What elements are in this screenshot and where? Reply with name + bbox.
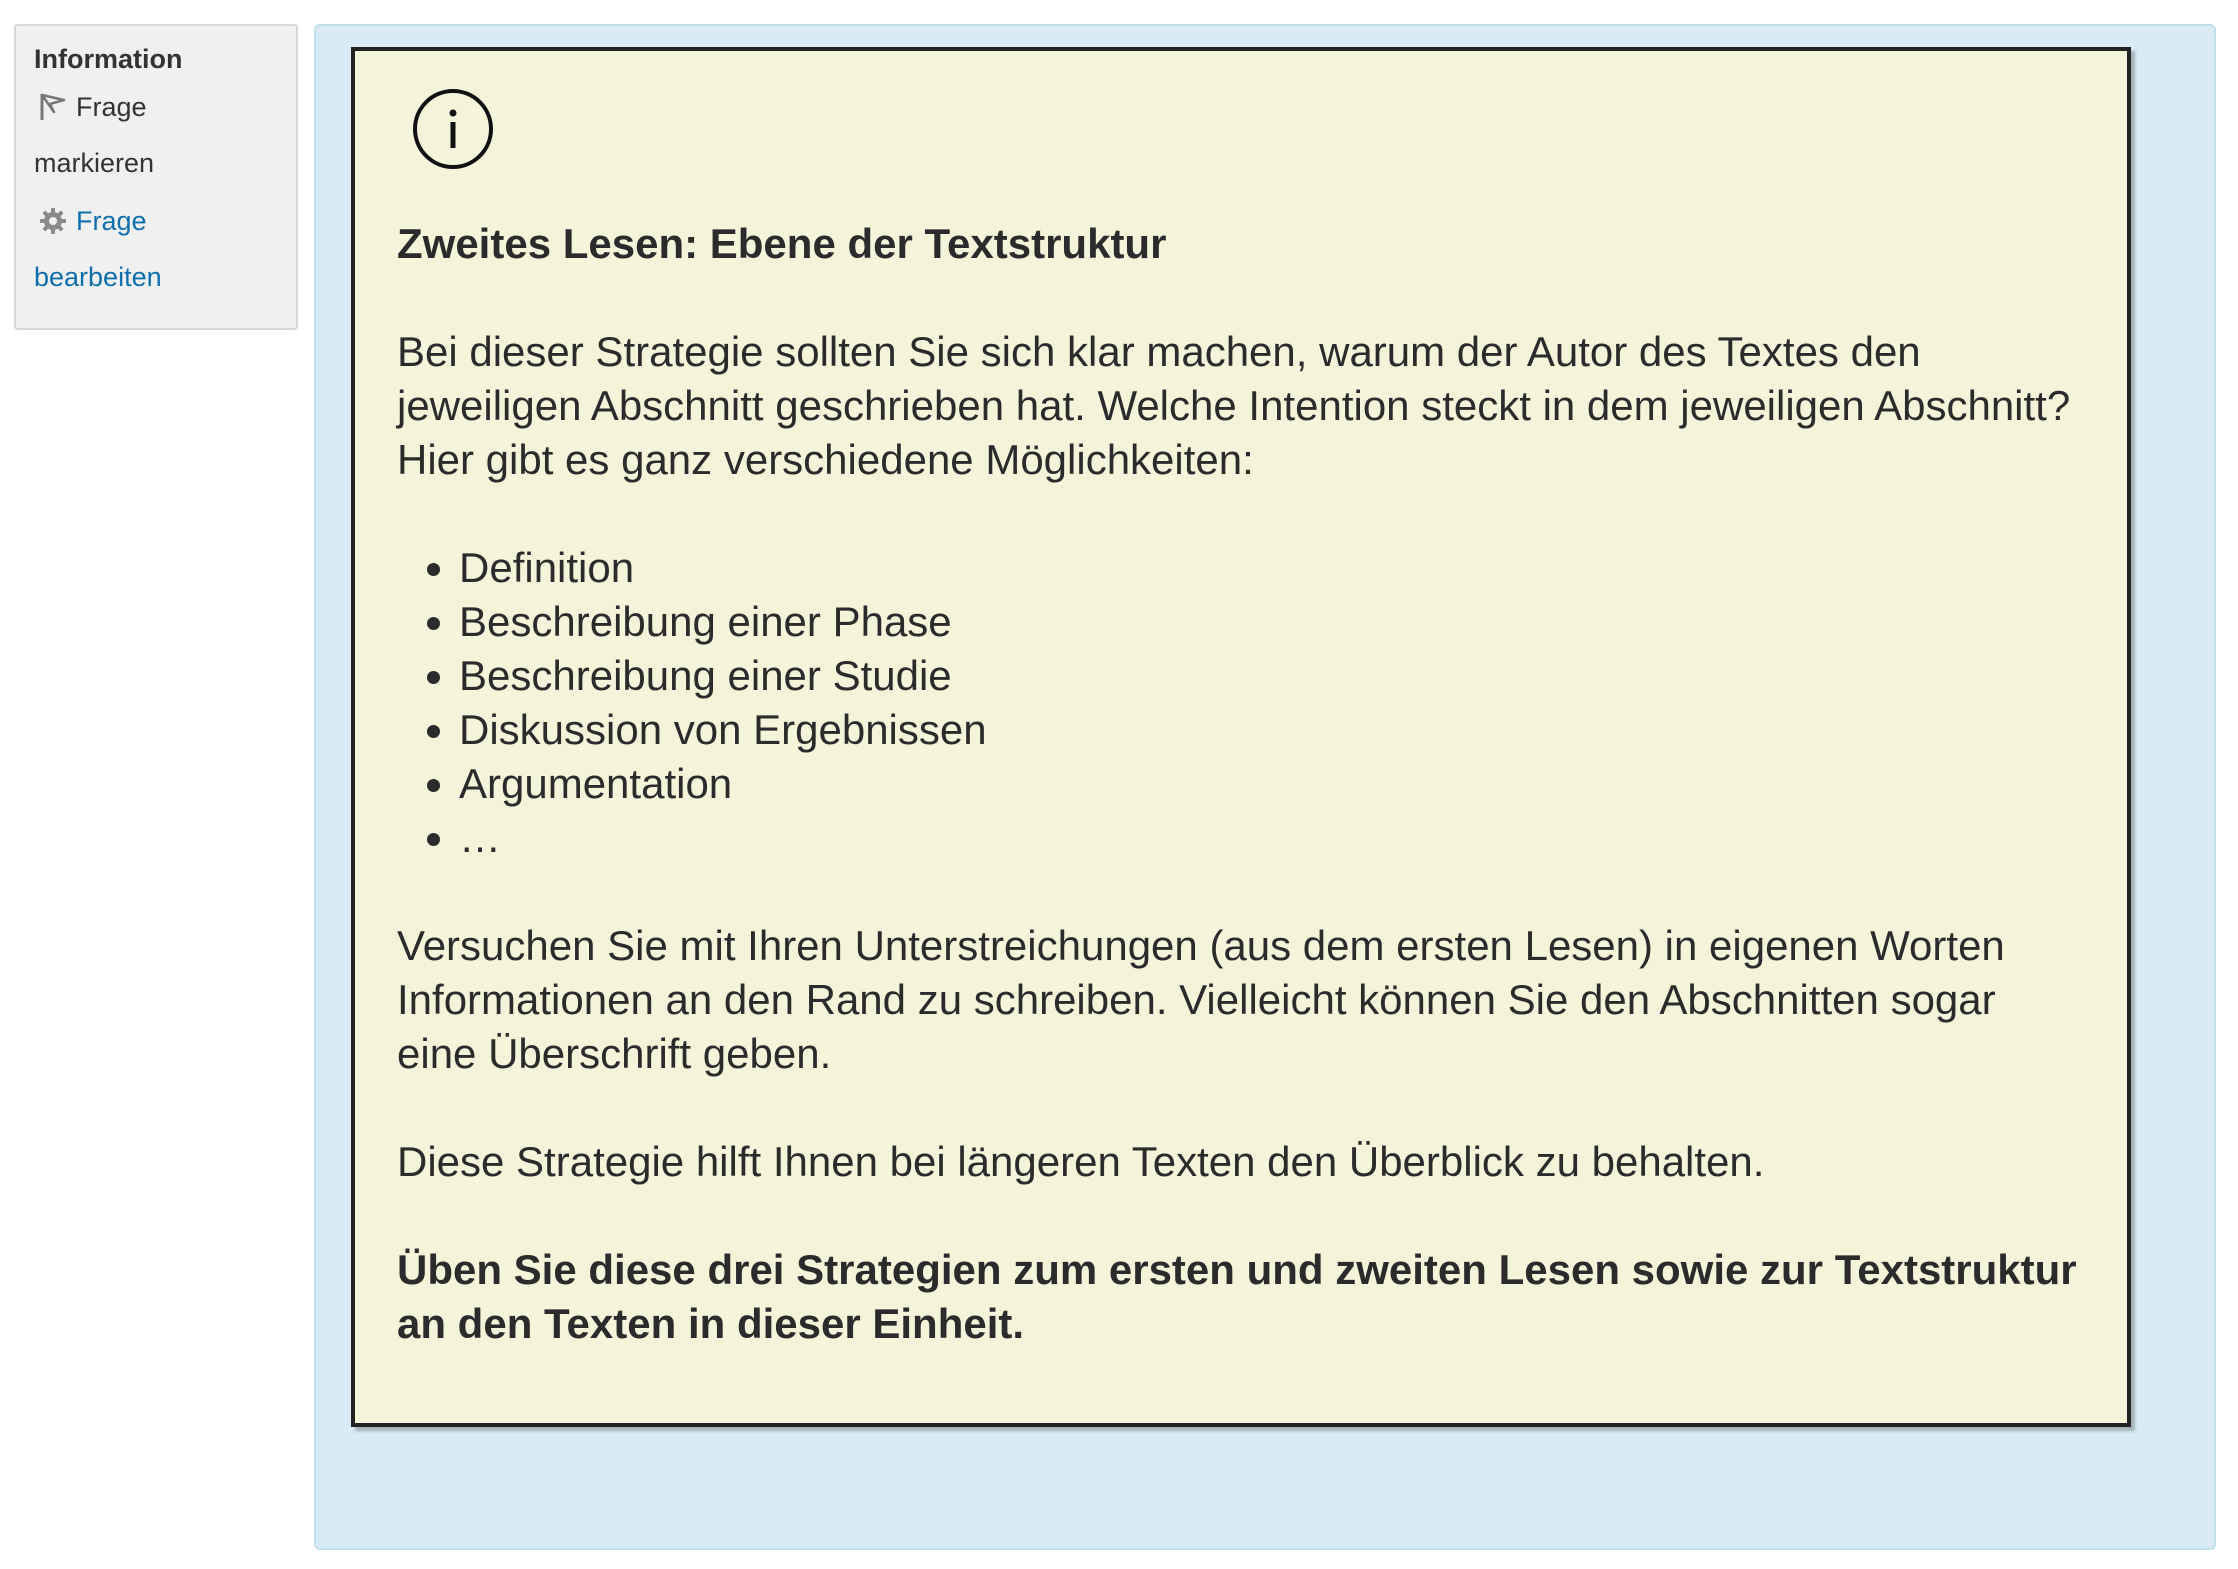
strategy-paragraph: Diese Strategie hilft Ihnen bei längeren Texten den Überblick zu behalten. <box>397 1138 1765 1185</box>
gear-icon <box>38 202 68 252</box>
flag-question-label-2: markieren <box>34 148 155 178</box>
info-icon <box>411 87 495 171</box>
underline-paragraph: Versuchen Sie mit Ihren Unterstreichungen (aus dem ersten Lesen) in eigenen Worten Informationen an den Rand zu schreiben. Vielleicht können Sie den Abschnitten sogar eine Überschrift geben. <box>397 922 2005 1077</box>
edit-question-link[interactable] <box>34 196 278 302</box>
flag-question-link[interactable] <box>34 82 278 188</box>
flag-icon <box>38 88 68 138</box>
intro-paragraph: Bei dieser Strategie sollten Sie sich klar machen, warum der Autor des Textes den jeweiligen Abschnitt geschrieben hat. Welche Intention steckt in dem jeweiligen Abschnitt? Hier gibt es ganz verschiedene Möglichkeiten: <box>397 328 2071 483</box>
edit-question-label-2: bearbeiten <box>34 262 162 292</box>
question-info-panel <box>14 24 298 330</box>
question-content-panel <box>314 24 2216 1550</box>
closing-instruction: Üben Sie diese drei Strategien zum ersten und zweiten Lesen sowie zur Textstruktur an den Texten in dieser Einheit. <box>397 1246 2077 1347</box>
list-item: • Diskussion von Ergebnissen <box>459 703 2085 757</box>
edit-question-label-1: Frage <box>76 206 147 236</box>
list-item: • … <box>459 811 2085 865</box>
info-box-heading: Zweites Lesen: Ebene der Textstruktur <box>397 220 1167 267</box>
list-item: • Beschreibung einer Phase <box>459 595 2085 649</box>
list-item: • Definition <box>459 541 2085 595</box>
info-panel-title: Information <box>34 44 183 74</box>
possibilities-list <box>397 541 2085 865</box>
list-item: • Argumentation <box>459 757 2085 811</box>
list-item: • Beschreibung einer Studie <box>459 649 2085 703</box>
info-box <box>351 47 2131 1427</box>
flag-question-label-1: Frage <box>76 92 147 122</box>
